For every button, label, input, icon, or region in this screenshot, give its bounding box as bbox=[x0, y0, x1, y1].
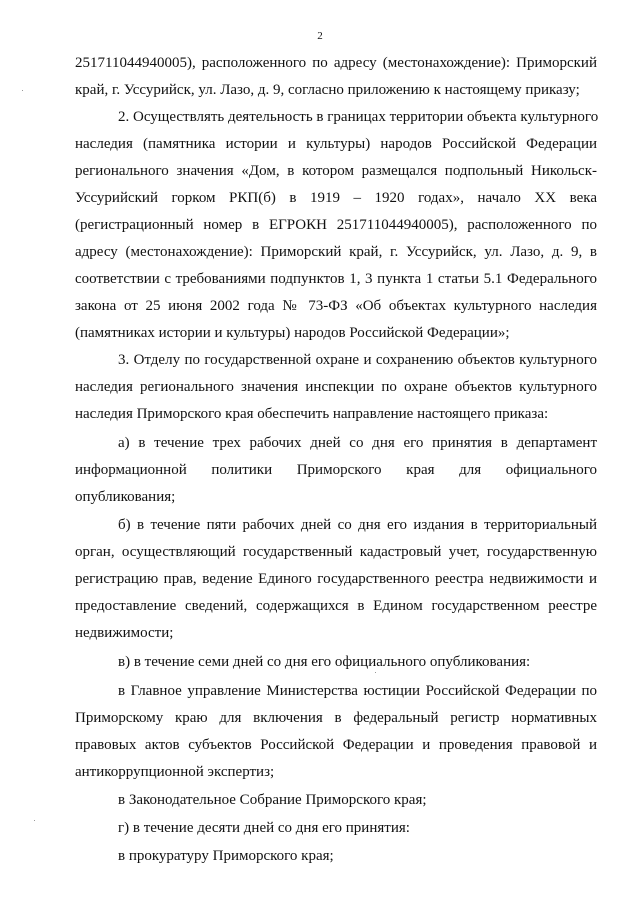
text-line: 251711044940005), расположенного по адресу (местонахождение): Приморский bbox=[75, 55, 597, 71]
text-line: (регистрационный номер в ЕГРОКН 251711044940005), расположенного по bbox=[75, 217, 597, 233]
text-line: закона от 25 июня 2002 года № 73-ФЗ «Об объектах культурного наследия bbox=[75, 298, 597, 314]
scan-speck bbox=[375, 672, 376, 673]
paragraph-start-line: г) в течение десяти дней со дня его принятия: bbox=[118, 820, 410, 836]
paragraph-start-line: в) в течение семи дней со дня его официального опубликования: bbox=[118, 654, 531, 670]
text-line: (памятниках истории и культуры) народов Российской Федерации»; bbox=[75, 325, 510, 341]
scan-speck bbox=[34, 820, 35, 821]
text-line: опубликования; bbox=[75, 489, 176, 505]
paragraph-start-line: б) в течение пяти рабочих дней со дня его издания в территориальный bbox=[118, 517, 597, 533]
paragraph-start-line: а) в течение трех рабочих дней со дня его принятия в департамент bbox=[118, 435, 597, 451]
paragraph-start-line: в Законодательное Собрание Приморского края; bbox=[118, 792, 427, 808]
text-line: регионального значения «Дом, в котором размещался подпольный Никольск- bbox=[75, 163, 597, 179]
paragraph-start-line: в прокуратуру Приморского края; bbox=[118, 848, 334, 864]
text-line: край, г. Уссурийск, ул. Лазо, д. 9, согласно приложению к настоящему приказу; bbox=[75, 82, 580, 98]
paragraph-start-line: в Главное управление Министерства юстиции Российской Федерации по bbox=[118, 683, 597, 699]
text-line: Уссурийский горком РКП(б) в 1919 – 1920 годах», начало XX века bbox=[75, 190, 597, 206]
paragraph-start-line: 2. Осуществлять деятельность в границах территории объекта культурного bbox=[118, 109, 599, 125]
text-line: наследия (памятника истории и культуры) народов Российской Федерации bbox=[75, 136, 597, 152]
text-line: соответствии с требованиями подпунктов 1, 3 пункта 1 статьи 5.1 Федерального bbox=[75, 271, 597, 287]
text-line: орган, осуществляющий государственный кадастровый учет, государственную bbox=[75, 544, 597, 560]
text-line: наследия Приморского края обеспечить направление настоящего приказа: bbox=[75, 406, 549, 422]
scan-speck bbox=[22, 90, 23, 91]
text-line: антикоррупционной экспертиз; bbox=[75, 764, 275, 780]
paragraph-start-line: 3. Отделу по государственной охране и сохранению объектов культурного bbox=[118, 352, 597, 368]
text-line: правовых актов субъектов Российской Федерации и проведения правовой и bbox=[75, 737, 597, 753]
text-line: недвижимости; bbox=[75, 625, 174, 641]
text-line: наследия регионального значения инспекции по охране объектов культурного bbox=[75, 379, 597, 395]
text-line: Приморскому краю для включения в федеральный регистр нормативных bbox=[75, 710, 597, 726]
text-line: информационной политики Приморского края для официального bbox=[75, 462, 597, 478]
text-line: регистрацию прав, ведение Единого государственного реестра недвижимости и bbox=[75, 571, 597, 587]
page-number: 2 bbox=[317, 30, 323, 42]
text-line: адресу (местонахождение): Приморский край, г. Уссурийск, ул. Лазо, д. 9, в bbox=[75, 244, 597, 260]
text-line: предоставление сведений, содержащихся в Едином государственном реестре bbox=[75, 598, 597, 614]
